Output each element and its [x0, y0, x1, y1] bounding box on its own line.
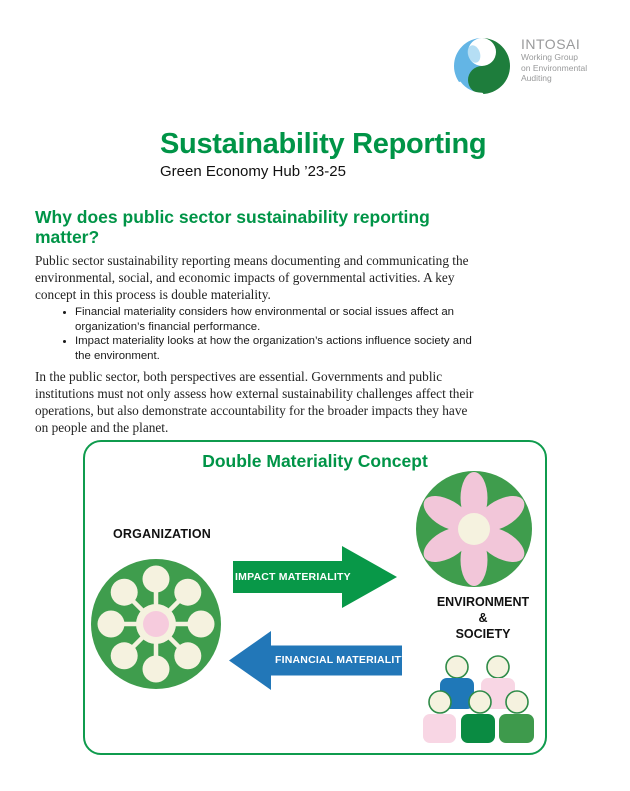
double-materiality-diagram	[83, 440, 547, 755]
impact-arrow-label: IMPACT MATERIALITY	[235, 571, 351, 583]
logo-tagline-2: on Environmental	[521, 62, 588, 73]
title-block	[160, 127, 486, 180]
organization-label: ORGANIZATION	[113, 527, 211, 541]
environment-society-label	[425, 594, 541, 642]
page-subtitle: Green Economy Hub ’23-25	[160, 163, 346, 180]
paragraph-conclusion: In the public sector, both perspectives are essential. Governments and public institutions must not only assess how external sustainability challenges affect their operations, but also demonstrate accountability for the broader impacts they have on people and the planet.	[35, 369, 474, 435]
environment-flower-icon	[415, 470, 533, 588]
globe-yinyang-icon	[452, 36, 512, 96]
society-people-icon	[423, 654, 535, 745]
article	[35, 208, 477, 436]
logo-text	[521, 36, 587, 84]
financial-materiality-arrow	[229, 631, 409, 690]
bullet-impact-materiality: • Impact materiality looks at how the organization’s actions influence society and the environment.	[75, 334, 477, 363]
paragraph-intro: Public sector sustainability reporting means documenting and communicating the environmental, social, and economic impacts of governmental activities. A key concept in this process is double materiality.	[35, 253, 469, 302]
impact-materiality-arrow	[233, 546, 397, 608]
diagram-title: Double Materiality Concept	[202, 451, 428, 471]
intosai-wgea-logo	[452, 36, 587, 96]
environment-society-line-3: SOCIETY	[455, 627, 511, 641]
logo-tagline-1: Working Group	[521, 52, 579, 62]
materiality-bullet-list	[35, 305, 477, 363]
financial-arrow-label: FINANCIAL MATERIALITY	[275, 654, 409, 666]
environment-society-line-1: ENVIRONMENT	[436, 595, 530, 609]
organization-network-icon	[90, 558, 222, 690]
section-heading: Why does public sector sustainability reporting matter?	[35, 207, 430, 247]
environment-society-line-2: &	[478, 611, 488, 625]
logo-org-name: INTOSAI	[521, 36, 581, 52]
page-title: Sustainability Reporting	[160, 128, 487, 160]
logo-tagline-3: Auditing	[521, 73, 552, 83]
bullet-financial-materiality: • Financial materiality considers how environmental or social issues affect an organization’s financial performance.	[75, 305, 477, 334]
